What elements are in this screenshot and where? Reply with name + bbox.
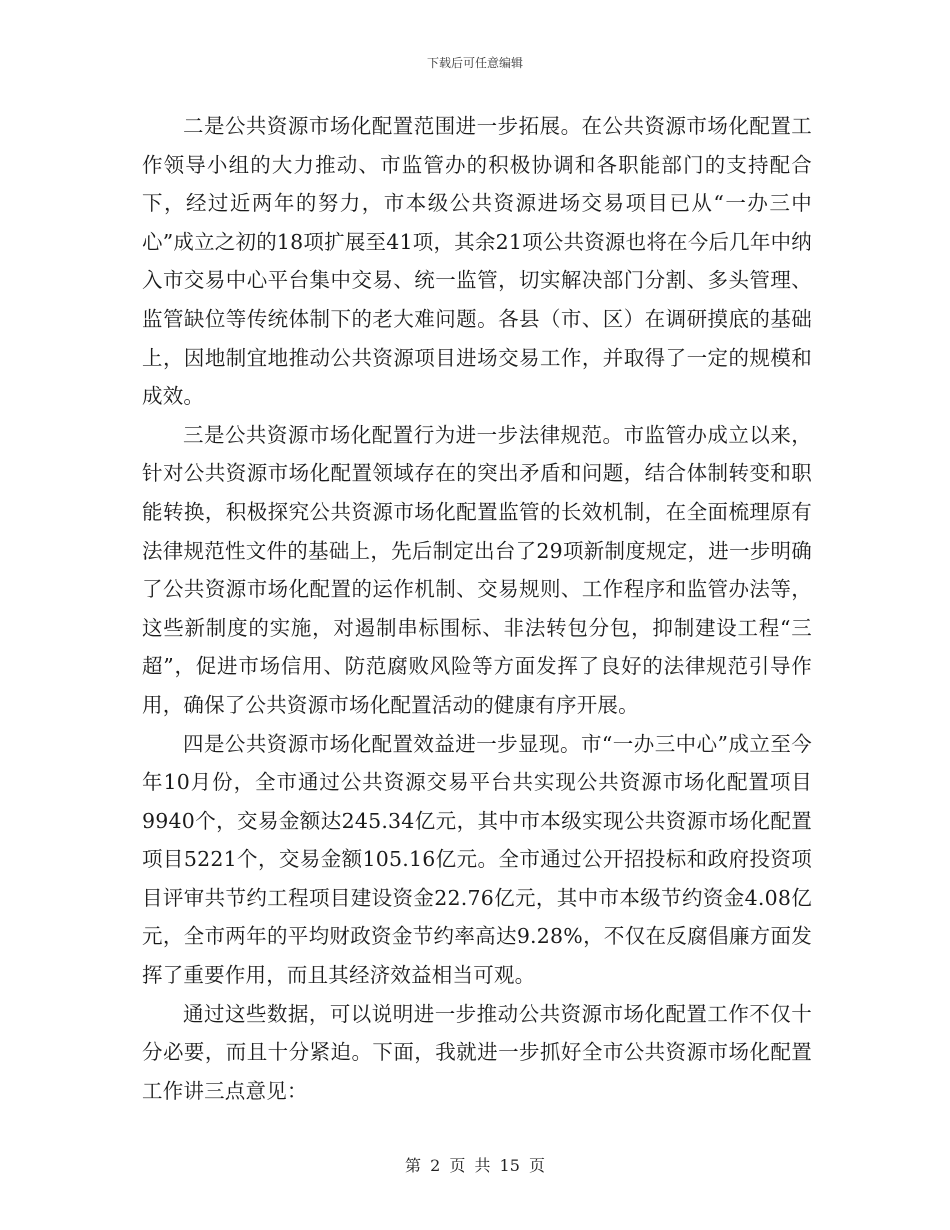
document-body [142, 107, 812, 1110]
paragraph-legal-regulation: 三是公共资源市场化配置行为进一步法律规范。市监管办成立以来，针对公共资源市场化配置领域存在的突出矛盾和问题，结合体制转变和职能转换，积极探究公共资源市场化配置监管的长效机制，在全面梳理原有法律规范性文件的基础上，先后制定出台了29项新制度规定，进一步明确了公共资源市场化配置的运作机制、交易规则、工作程序和监管办法等，这些新制度的实施，对遏制串标围标、非法转包分包，抑制建设工程“三超”，促进市场信用、防范腐败风险等方面发挥了良好的法律规范引导作用，确保了公共资源市场化配置活动的健康有序开展。 [142, 422, 812, 717]
paragraph-scope-expansion: 二是公共资源市场化配置范围进一步拓展。在公共资源市场化配置工作领导小组的大力推动、市监管办的积极协调和各职能部门的支持配合下，经过近两年的努力，市本级公共资源进场交易项目已从“一办三中心”成立之初的18项扩展至41项，其余21项公共资源也将在今后几年中纳入市交易中心平台集中交易、统一监管，切实解决部门分割、多头管理、监管缺位等传统体制下的老大难问题。各县（市、区）在调研摸底的基础上，因地制宜地推动公共资源项目进场交易工作，并取得了一定的规模和成效。 [142, 114, 812, 409]
paragraph-benefits: 四是公共资源市场化配置效益进一步显现。市“一办三中心”成立至今年10月份，全市通过公共资源交易平台共实现公共资源市场化配置项目9940个，交易金额达245.34亿元，其中市本级实现公共资源市场化配置项目5221个，交易金额105.16亿元。全市通过公开招投标和政府投资项目评审共节约工程项目建设资金22.76亿元，其中市本级节约资金4.08亿元，全市两年的平均财政资金节约率高达9.28%，不仅在反腐倡廉方面发挥了重要作用，而且其经济效益相当可观。 [142, 731, 812, 988]
page-number-footer: 第 2 页 共 15 页 [405, 1156, 545, 1175]
paragraph-conclusion: 通过这些数据，可以说明进一步推动公共资源市场化配置工作不仅十分必要，而且十分紧迫。下面，我就进一步抓好全市公共资源市场化配置工作讲三点意见： [142, 1001, 812, 1103]
page-header: 下载后可任意编辑 [426, 56, 523, 70]
